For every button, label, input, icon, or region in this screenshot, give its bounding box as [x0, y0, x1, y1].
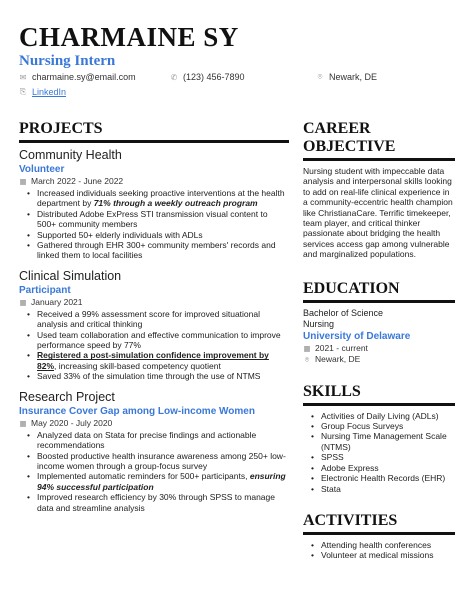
list-item: • Attending health conferences [303, 540, 455, 550]
project-role: Participant [19, 284, 71, 296]
contact-email [19, 72, 136, 82]
objective-text: Nursing student with impeccable data analysis and interpersonal skills looking to add on real-life clinical experience in a community-eccentric health champion like ChristianaCare. Terrific timekeeper, team player, and critical thinker passionate about bridging the health services access gap among vulnerable and marginalized populations. [303, 166, 453, 260]
activities-heading: ACTIVITIES [303, 511, 398, 529]
list-item: • SPSS [303, 452, 455, 462]
project-dates [19, 297, 289, 308]
skills-heading: SKILLS [303, 382, 361, 400]
project-title: Research Project [19, 389, 115, 404]
project-role: Volunteer [19, 164, 65, 175]
list-item: • Activities of Daily Living (ADLs) [303, 411, 455, 421]
list-item: • Implemented automatic reminders for 500+ participants, ensuring 94% successful participation [19, 471, 289, 492]
list-item: • Gathered through EHR 300+ community members' records and linked them to local facilities [19, 240, 289, 261]
calendar-icon: ▦ [19, 177, 27, 186]
section-divider [303, 532, 455, 535]
list-item: • Analyzed data on Stata for precise findings and actionable recommendations [19, 430, 289, 451]
contact-phone [170, 72, 245, 82]
project-entry [19, 148, 289, 261]
phone-text: (123) 456-7890 [183, 72, 245, 82]
list-item: • Boosted productive health insurance awareness among 250+ low-income women through a group-focus survey [19, 451, 289, 472]
envelope-icon: ✉ [19, 72, 27, 82]
list-item: • Supported 50+ elderly individuals with ADLs [19, 230, 289, 240]
left-column [19, 120, 289, 513]
section-divider [303, 300, 455, 303]
calendar-icon: ▦ [19, 418, 27, 428]
date-text: March 2022 - June 2022 [31, 176, 124, 186]
map-pin-icon: ⌾ [317, 72, 323, 81]
project-bullets [19, 430, 289, 513]
project-entry [19, 269, 289, 382]
school-name: University of Delaware [303, 330, 411, 342]
education-heading: EDUCATION [303, 279, 400, 297]
calendar-icon: ▦ [303, 343, 311, 353]
map-pin-icon: ⌾ [304, 354, 310, 364]
list-item: • Stata [303, 484, 455, 494]
candidate-name: CHARMAINE SY [19, 22, 239, 52]
list-item: • Used team collaboration and effective communication to improve performance speed by 77% [19, 330, 289, 351]
section-divider [303, 403, 455, 406]
list-item: • Increased individuals seeking proactive interventions at the health department by 71% through a weekly outreach program [19, 188, 289, 209]
list-item: • Electronic Health Records (EHR) [303, 473, 455, 483]
list-item: • Improved research efficiency by 30% through SPSS to manage data and streamline analysis [19, 492, 289, 513]
contact-location [316, 72, 377, 82]
project-dates [19, 176, 289, 187]
candidate-title: Nursing Intern [19, 53, 116, 69]
degree-text: Bachelor of Science Nursing [303, 307, 384, 329]
link-icon: ⎘ [19, 87, 27, 96]
calendar-icon: ▦ [19, 297, 27, 307]
project-bullets [19, 309, 289, 382]
projects-heading: PROJECTS [19, 120, 103, 137]
project-bullets [19, 188, 289, 261]
section-divider [303, 158, 455, 161]
list-item: • Distributed Adobe ExPress STI transmission visual content to 500+ community members [19, 209, 289, 230]
location-text: Newark, DE [315, 353, 361, 364]
phone-icon: ✆ [170, 72, 178, 82]
activities-list [303, 540, 455, 561]
project-title: Clinical Simulation [19, 268, 122, 283]
email-text: charmaine.sy@email.com [32, 72, 136, 82]
project-role: Insurance Cover Gap among Low-income Women [19, 405, 255, 417]
date-text: May 2020 - July 2020 [31, 417, 113, 428]
date-text: January 2021 [31, 296, 83, 307]
date-text: 2021 - current [315, 342, 368, 353]
list-item: • Saved 33% of the simulation time through the use of NTMS [19, 371, 289, 381]
project-entry [19, 390, 289, 513]
section-divider [19, 140, 289, 143]
list-item: • Volunteer at medical missions [303, 550, 455, 560]
list-item: • Registered a post-simulation confidence improvement by 82%, increasing skill-based competency quotient [19, 350, 289, 371]
skills-list [303, 411, 455, 494]
list-item: • Adobe Express [303, 463, 455, 473]
list-item: • Group Focus Surveys [303, 421, 455, 431]
location-text: Newark, DE [329, 72, 378, 82]
project-dates [19, 418, 289, 429]
list-item: • Nursing Time Management Scale (NTMS) [303, 431, 455, 452]
right-column [303, 120, 455, 561]
education-dates [303, 343, 455, 354]
objective-heading: CAREER OBJECTIVE [303, 120, 396, 155]
list-item: • Received a 99% assessment score for improved situational analysis and critical thinking [19, 309, 289, 330]
contact-linkedin[interactable] [19, 87, 66, 97]
education-location [303, 354, 455, 365]
linkedin-link[interactable]: LinkedIn [32, 87, 67, 97]
project-title: Community Health [19, 148, 122, 162]
